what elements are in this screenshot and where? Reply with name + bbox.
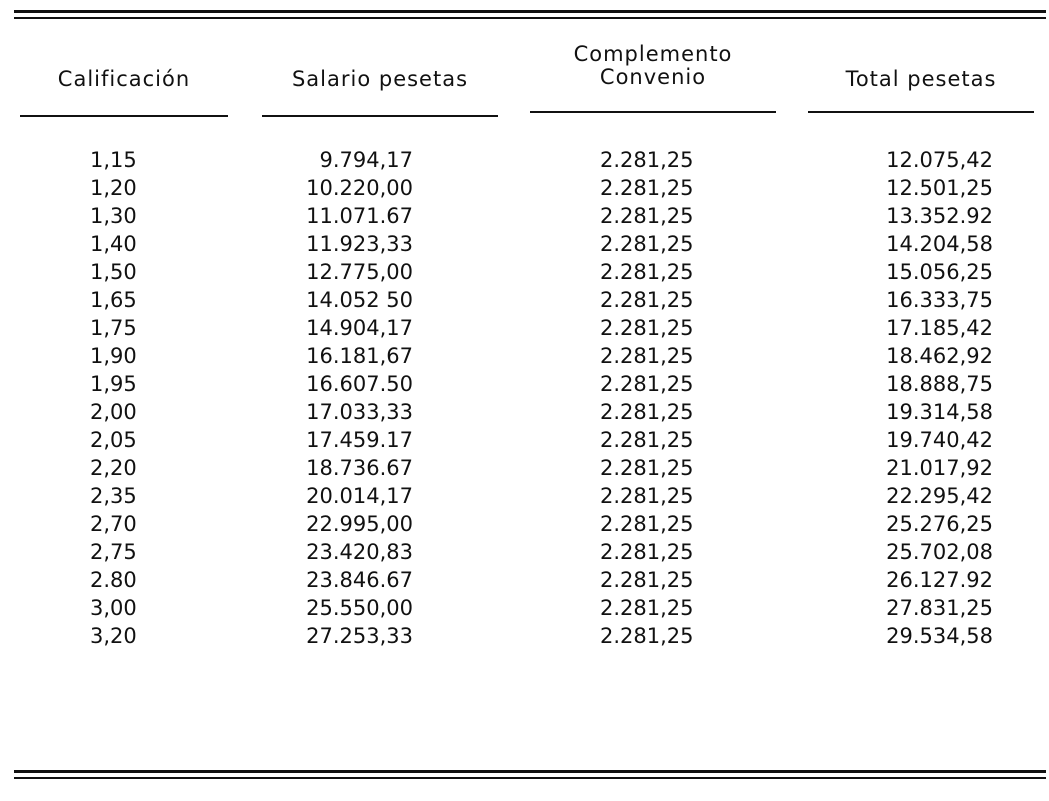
cell-complemento: 2.281,25	[600, 596, 694, 620]
cell-complemento: 2.281,25	[600, 400, 694, 424]
header-total: Total pesetas	[845, 67, 997, 91]
cell-salario: 20.014,17	[306, 484, 413, 508]
cell-salario: 10.220,00	[306, 176, 413, 200]
table-row	[0, 454, 1049, 482]
cell-salario: 25.550,00	[306, 596, 413, 620]
table-row	[0, 202, 1049, 230]
cell-salario: 9.794,17	[319, 148, 413, 172]
cell-total: 25.276,25	[886, 512, 993, 536]
header-complemento-line1: Complemento	[573, 42, 733, 66]
cell-total: 29.534,58	[886, 624, 993, 648]
table-row	[0, 146, 1049, 174]
cell-calificacion: 1,50	[90, 260, 137, 284]
cell-salario: 17.459.17	[306, 428, 413, 452]
table-row	[0, 622, 1049, 650]
cell-salario: 18.736.67	[306, 456, 413, 480]
cell-total: 19.740,42	[886, 428, 993, 452]
table-row	[0, 174, 1049, 202]
cell-complemento: 2.281,25	[600, 344, 694, 368]
header-salario: Salario pesetas	[291, 67, 469, 91]
cell-salario: 22.995,00	[306, 512, 413, 536]
cell-total: 18.888,75	[886, 372, 993, 396]
table-row	[0, 594, 1049, 622]
cell-total: 27.831,25	[886, 596, 993, 620]
cell-total: 14.204,58	[886, 232, 993, 256]
cell-complemento: 2.281,25	[600, 176, 694, 200]
cell-calificacion: 1,65	[90, 288, 137, 312]
cell-total: 25.702,08	[886, 540, 993, 564]
cell-calificacion: 1,20	[90, 176, 137, 200]
cell-complemento: 2.281,25	[600, 456, 694, 480]
cell-complemento: 2.281,25	[600, 512, 694, 536]
cell-complemento: 2.281,25	[600, 232, 694, 256]
header-underline-calificacion	[20, 115, 228, 117]
table-row	[0, 510, 1049, 538]
cell-complemento: 2.281,25	[600, 624, 694, 648]
cell-calificacion: 2,00	[90, 400, 137, 424]
cell-calificacion: 1,95	[90, 372, 137, 396]
cell-total: 22.295,42	[886, 484, 993, 508]
cell-total: 17.185,42	[886, 316, 993, 340]
header-underline-complemento	[530, 111, 776, 113]
cell-complemento: 2.281,25	[600, 204, 694, 228]
table-row	[0, 258, 1049, 286]
table-row	[0, 566, 1049, 594]
cell-calificacion: 1,75	[90, 316, 137, 340]
cell-salario: 14.052 50	[306, 288, 413, 312]
cell-total: 21.017,92	[886, 456, 993, 480]
table-row	[0, 538, 1049, 566]
table-row	[0, 230, 1049, 258]
cell-calificacion: 2,35	[90, 484, 137, 508]
cell-calificacion: 3,00	[90, 596, 137, 620]
header-calificacion: Calificación	[57, 67, 191, 91]
cell-total: 16.333,75	[886, 288, 993, 312]
cell-salario: 11.923,33	[306, 232, 413, 256]
cell-calificacion: 3,20	[90, 624, 137, 648]
cell-calificacion: 1,40	[90, 232, 137, 256]
table-row	[0, 286, 1049, 314]
cell-total: 12.075,42	[886, 148, 993, 172]
cell-calificacion: 2,70	[90, 512, 137, 536]
cell-total: 19.314,58	[886, 400, 993, 424]
cell-salario: 14.904,17	[306, 316, 413, 340]
table-row	[0, 482, 1049, 510]
cell-complemento: 2.281,25	[600, 316, 694, 340]
table-row	[0, 398, 1049, 426]
cell-salario: 12.775,00	[306, 260, 413, 284]
cell-calificacion: 2.80	[90, 568, 137, 592]
cell-calificacion: 1,30	[90, 204, 137, 228]
cell-salario: 17.033,33	[306, 400, 413, 424]
header-underline-total	[808, 111, 1034, 113]
cell-complemento: 2.281,25	[600, 260, 694, 284]
cell-salario: 16.181,67	[306, 344, 413, 368]
bottom-rule-inner	[14, 777, 1046, 779]
header-complemento-line2: Convenio	[599, 65, 707, 89]
cell-total: 15.056,25	[886, 260, 993, 284]
cell-complemento: 2.281,25	[600, 484, 694, 508]
cell-salario: 11.071.67	[306, 204, 413, 228]
cell-calificacion: 2,20	[90, 456, 137, 480]
cell-total: 18.462,92	[886, 344, 993, 368]
cell-complemento: 2.281,25	[600, 540, 694, 564]
cell-calificacion: 2,75	[90, 540, 137, 564]
cell-salario: 23.420,83	[306, 540, 413, 564]
top-rule-outer	[14, 10, 1046, 13]
table-row	[0, 426, 1049, 454]
header-underline-salario	[262, 115, 498, 117]
cell-total: 12.501,25	[886, 176, 993, 200]
cell-complemento: 2.281,25	[600, 372, 694, 396]
cell-salario: 23.846.67	[306, 568, 413, 592]
cell-total: 13.352.92	[886, 204, 993, 228]
table-row	[0, 370, 1049, 398]
table-row	[0, 342, 1049, 370]
top-rule-inner	[14, 17, 1046, 19]
bottom-rule-outer	[14, 770, 1046, 773]
cell-calificacion: 1,90	[90, 344, 137, 368]
cell-salario: 16.607.50	[306, 372, 413, 396]
cell-complemento: 2.281,25	[600, 428, 694, 452]
cell-calificacion: 2,05	[90, 428, 137, 452]
cell-complemento: 2.281,25	[600, 568, 694, 592]
cell-complemento: 2.281,25	[600, 148, 694, 172]
cell-salario: 27.253,33	[306, 624, 413, 648]
cell-total: 26.127.92	[886, 568, 993, 592]
cell-complemento: 2.281,25	[600, 288, 694, 312]
cell-calificacion: 1,15	[90, 148, 137, 172]
table-row	[0, 314, 1049, 342]
